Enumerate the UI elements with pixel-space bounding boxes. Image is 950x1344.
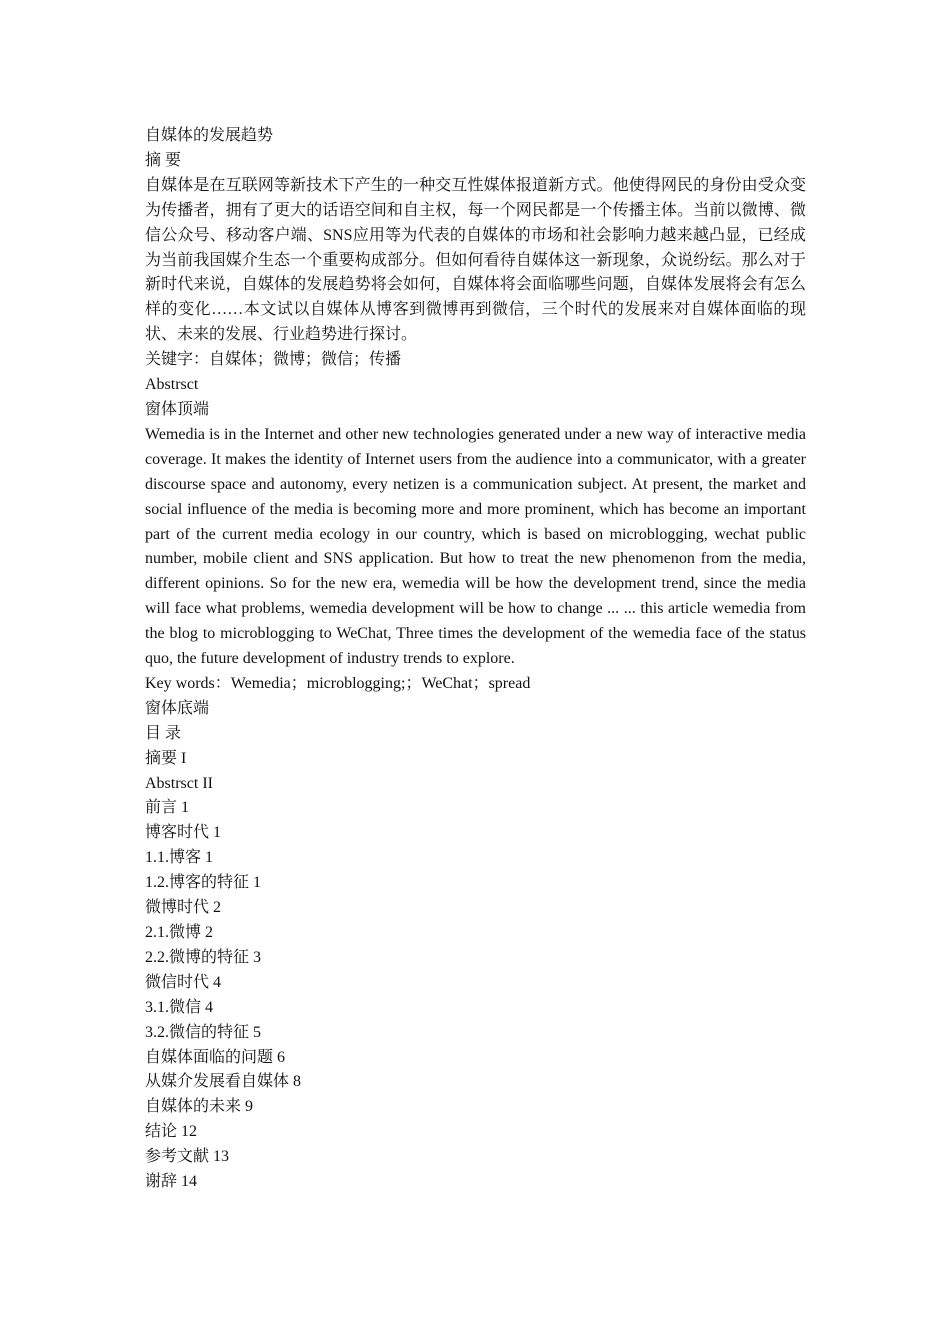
document-body: [145, 124, 806, 1195]
toc-entry: 从媒介发展看自媒体 8: [145, 1073, 302, 1091]
toc-entry: 1.2.博客的特征 1: [145, 874, 262, 892]
toc-entry: 自媒体面临的问题 6: [145, 1048, 286, 1066]
toc-entry: 参考文献 13: [145, 1148, 230, 1166]
document-title: 自媒体的发展趋势: [145, 127, 274, 144]
toc-entry: 摘要 I: [145, 749, 187, 767]
toc-entry: 博客时代 1: [145, 824, 222, 842]
abstract-chinese: 自媒体是在互联网等新技术下产生的一种交互性媒体报道新方式。他使得网民的身份由受众变为传播者，拥有了更大的话语空间和自主权，每一个网民都是一个传播主体。当前以微博、微信公众号、移动客户端、SNS应用等为代表的自媒体的市场和社会影响力越来越凸显，已经成为当前我国媒介生态一个重要构成部分。但如何看待自媒体这一新现象，众说纷纭。那么对于新时代来说，自媒体的发展趋势将会如何，自媒体将会面临哪些问题，自媒体发展将会有怎么样的变化……本文试以自媒体从博客到微博再到微信，三个时代的发展来对自媒体面临的现状、未来的发展、行业趋势进行探讨。: [145, 176, 806, 344]
abstract-heading: 摘 要: [145, 151, 182, 169]
form-top-marker: 窗体顶端: [145, 400, 210, 418]
toc-entry: 1.1.博客 1: [145, 849, 214, 867]
toc-entry: 3.1.微信 4: [145, 998, 214, 1016]
toc-entry: 微博时代 2: [145, 899, 222, 917]
keywords-english: Key words：Wemedia；microblogging;；WeChat；spread: [145, 674, 531, 692]
toc-entry: 谢辞 14: [145, 1173, 198, 1191]
toc-entry: 微信时代 4: [145, 973, 222, 991]
toc-entry: Abstrsct II: [145, 774, 213, 792]
toc-entry: 2.1.微博 2: [145, 924, 214, 941]
toc-heading: 目 录: [145, 724, 182, 742]
abstract-english: Wemedia is in the Internet and other new technologies generated under a new way of interactive media coverage. It makes the identity of Internet users from the audience into a communicator, with a greater discourse space and autonomy, every netizen is a communication subject. At present, the market and social influence of the media is becoming more and more prominent, which has become an important part of the current media ecology in our country, which is based on microblogging, wechat public number, mobile client and SNS application. But how to treat the new phenomenon from the media, different opinions. So for the new era, wemedia will be how the development trend, since the media will face what problems, wemedia development will be how to change ... ... this article wemedia from the blog to microblogging to WeChat, Three times the development of the wemedia face of the status quo, the future development of industry trends to explore.: [145, 425, 806, 668]
toc-entry: 结论 12: [145, 1123, 198, 1141]
table-of-contents: [145, 747, 806, 1195]
form-bottom-marker: 窗体底端: [145, 699, 210, 717]
toc-entry: 2.2.微博的特征 3: [145, 948, 262, 966]
toc-entry: 前言 1: [145, 799, 190, 817]
toc-entry: 3.2.微信的特征 5: [145, 1023, 262, 1041]
abstract-english-heading: Abstrsct: [145, 376, 199, 394]
toc-entry: 自媒体的未来 9: [145, 1098, 254, 1116]
keywords-chinese: 关键字：自媒体；微博；微信；传播: [145, 351, 402, 369]
